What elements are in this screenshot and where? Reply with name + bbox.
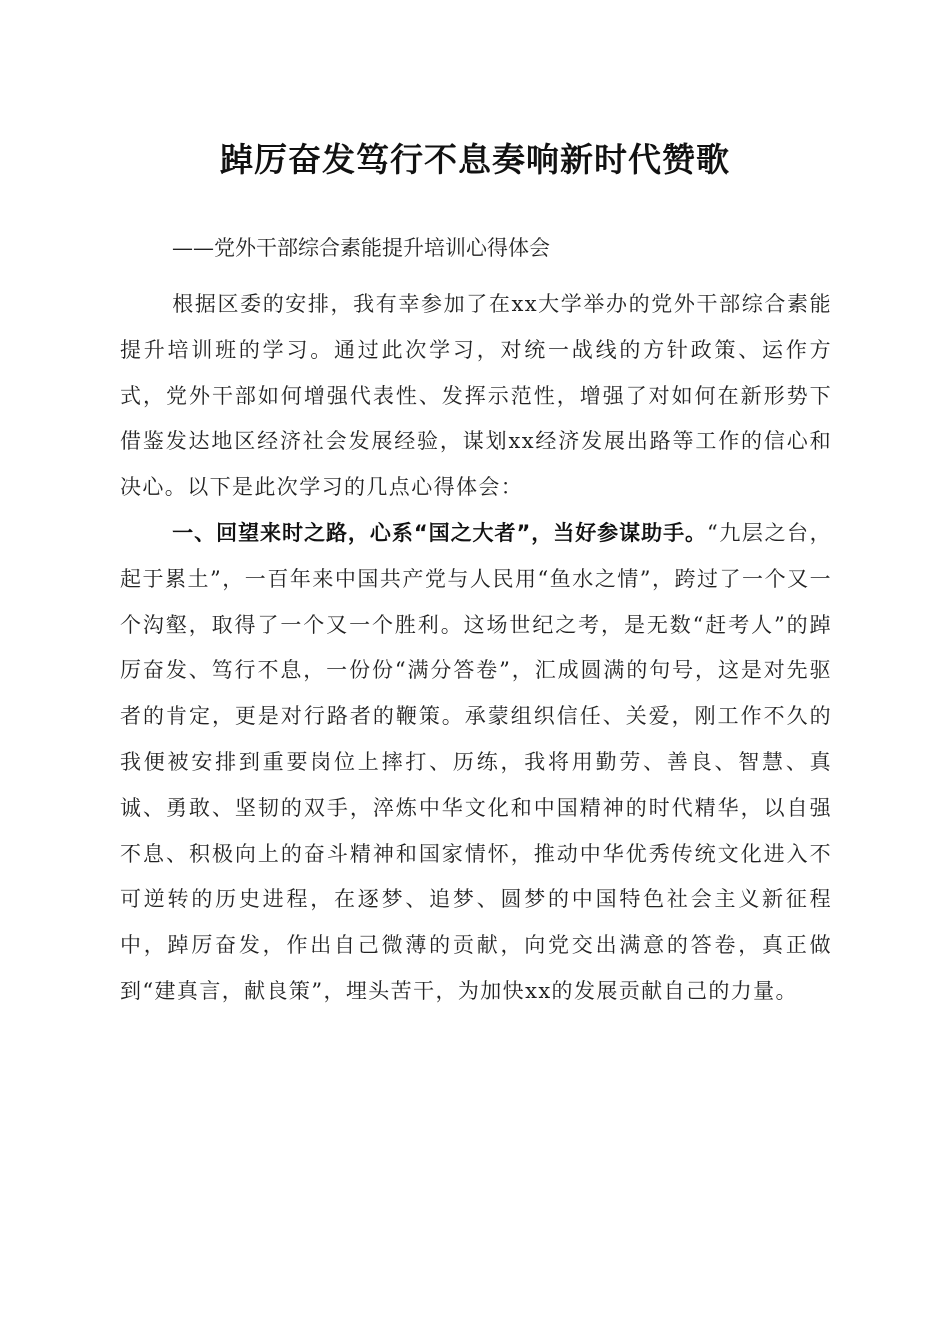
section-one-heading: 一、回望来时之路，心系“国之大者”，当好参谋助手。 [172,520,708,545]
paragraph-section-one [120,511,832,1015]
section-one-text: “九层之台，起于累土”，一百年来中国共产党与人民用“鱼水之情”，跨过了一个又一个沟壑，取得了一个又一个胜利。这场世纪之考，是无数“赶考人”的踔厉奋发、笃行不息，一份份“满分答卷”，汇成圆满的句号，这是对先驱者的肯定，更是对行路者的鞭策。承蒙组织信任、关爱，刚工作不久的我便被安排到重要岗位上摔打、历练，我将用勤劳、善良、智慧、真诚、勇敢、坚韧的双手，淬炼中华文化和中国精神的时代精华，以自强不息、积极向上的奋斗精神和国家情怀，推动中华优秀传统文化进入不可逆转的历史进程，在逐梦、追梦、圆梦的中国特色社会主义新征程中，踔厉奋发，作出自己微薄的贡献，向党交出满意的答卷，真正做到“建真言，献良策”，埋头苦干，为加快xx的发展贡献自己的力量。 [120,520,832,1003]
document-body [120,282,832,1015]
paragraph-intro-text: 根据区委的安排，我有幸参加了在xx大学举办的党外干部综合素能提升培训班的学习。通过此次学习，对统一战线的方针政策、运作方式，党外干部如何增强代表性、发挥示范性，增强了对如何在新形势下借鉴发达地区经济社会发展经验，谋划xx经济发展出路等工作的信心和决心。以下是此次学习的几点心得体会： [120,292,832,500]
paragraph-intro [120,282,832,511]
document-title: 踔厉奋发笃行不息奏响新时代赞歌 [220,140,730,179]
document-subtitle: ——党外干部综合素能提升培训心得体会 [172,236,550,260]
